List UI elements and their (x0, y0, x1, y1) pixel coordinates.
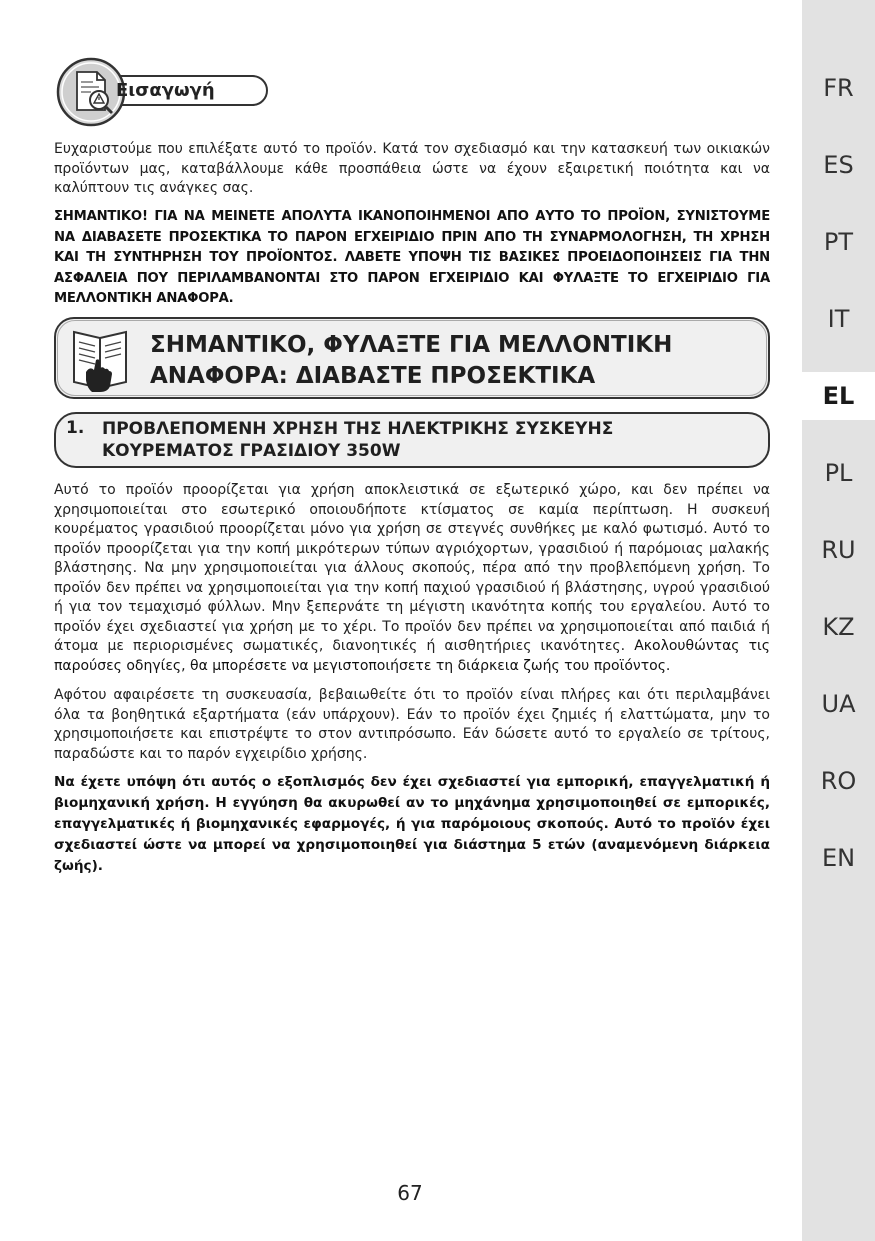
lang-tab-el[interactable]: EL (822, 382, 855, 410)
lang-tab-it[interactable]: IT (827, 305, 850, 333)
lang-tab-en[interactable]: EN (821, 844, 856, 872)
language-sidebar (802, 0, 875, 1241)
warning-title (150, 330, 672, 392)
lang-tab-ro[interactable]: RO (820, 767, 857, 795)
section-1-title-line-2: ΚΟΥΡΕΜΑΤΟΣ ΓΡΑΣΙΔΙΟΥ 350W (102, 441, 401, 461)
section-1-title (102, 418, 742, 462)
lang-tab-ru[interactable]: RU (821, 536, 856, 564)
section-1-paragraph-1 (54, 481, 770, 676)
lang-tab-es[interactable]: ES (823, 151, 854, 179)
lang-tab-kz[interactable]: KZ (822, 613, 855, 641)
lang-tab-ua[interactable]: UA (821, 690, 856, 718)
warning-title-line-1: ΣΗΜΑΝΤΙΚΟ, ΦΥΛΑΞΤΕ ΓΙΑ ΜΕΛΛΟΝΤΙΚΗ (150, 332, 673, 358)
section-1-paragraph-1-tail: Ακολουθώντας τις παρούσες οδηγίες, θα μπορέσετε να μεγιστοποιήσετε τη διάρκεια ζωής του προϊόντος. (54, 638, 770, 674)
page-number: 67 (397, 1181, 423, 1205)
intro-important-notice: ΣΗΜΑΝΤΙΚΟ! ΓΙΑ ΝΑ ΜΕΙΝΕΤΕ ΑΠΟΛΥΤΑ ΙΚΑΝΟΠΟΙΗΜΕΝΟΙ ΑΠΟ ΑΥΤΟ ΤΟ ΠΡΟΪΟΝ, ΣΥΝΙΣΤΟΥΜΕ ΝΑ ΔΙΑΒΑΣΕΤΕ ΠΡΟΣΕΚΤΙΚΑ ΤΟ ΠΑΡΟΝ ΕΓΧΕΙΡΙΔΙΟ ΠΡΙΝ ΑΠΟ ΤΗ ΣΥΝΑΡΜΟΛΟΓΗΣΗ, ΤΗ ΧΡΗΣΗ ΚΑΙ ΤΗ ΣΥΝΤΗΡΗΣΗ ΤΟΥ ΠΡΟΪΟΝΤΟΣ. ΛΑΒΕΤΕ ΥΠΟΨΗ ΤΙΣ ΒΑΣΙΚΕΣ ΠΡΟΕΙΔΟΠΟΙΗΣΕΙΣ ΓΙΑ ΤΗΝ ΑΣΦΑΛΕΙΑ ΠΟΥ ΠΕΡΙΛΑΜΒΑΝΟΝΤΑΙ ΣΤΟ ΠΑΡΟΝ ΕΓΧΕΙΡΙΔΙΟ ΚΑΙ ΦΥΛΑΞΤΕ ΤΟ ΕΓΧΕΙΡΙΔΙΟ ΓΙΑ ΜΕΛΛΟΝΤΙΚΗ ΑΝΑΦΟΡΑ. (54, 209, 770, 306)
section-1-number: 1. (66, 418, 85, 438)
warning-title-line-2: ΑΝΑΦΟΡΑ: ΔΙΑΒΑΣΤΕ ΠΡΟΣΕΚΤΙΚΑ (150, 363, 596, 389)
section-1-paragraph-3: Να έχετε υπόψη ότι αυτός ο εξοπλισμός δεν έχει σχεδιαστεί για εμπορική, επαγγελματική ή βιομηχανική χρήση. Η εγγύηση θα ακυρωθεί αν το μηχάνημα χρησιμοποιηθεί σε εμπορικές, επαγγελματικές ή βιομηχανικές εφαρμογές, ή για παρόμοιους σκοπούς. Αυτό το προϊόν έχει σχεδιαστεί ώστε να μπορεί να χρησιμοποιηθεί για διάστημα 5 ετών (αναμενόμενη διάρκεια ζωής). (54, 774, 770, 874)
read-manual-icon (68, 322, 140, 396)
lang-tab-fr[interactable]: FR (823, 74, 854, 102)
section-1-paragraph-1-body: Αυτό το προϊόν προορίζεται για χρήση αποκλειστικά σε εξωτερικό χώρο, και δεν πρέπει να χρησιμοποιείται στο εσωτερικό οποιουδήποτε κτίσματος σε καμία περίπτωση. Η συσκευή κουρέματος γρασιδιού προορίζεται μόνο για χρήση σε στεγνές συνθήκες με καλό φωτισμό. Αυτό το προϊόν προορίζεται για την κοπή μικρότερων τύπων αγριόχορτων, γρασιδιού ή παρόμοιας μαλακής βλάστησης. Να μην χρησιμοποιείται για άλλους σκοπούς, πέρα από την προβλεπόμενη χρήση. Το προϊόν δεν πρέπει να χρησιμοποιείται για την κοπή παχιού γρασιδιού ή βλάστησης, υγρού γρασιδιού ή για τον τεμαχισμό φύλλων. Μην ξεπερνάτε τη μέγιστη ικανότητα κοπής του εργαλείου. Αυτό το προϊόν έχει σχεδιαστεί για χρήση με το χέρι. Το προϊόν δεν πρέπει να χρησιμοποιείται από παιδιά ή άτομα με περιορισμένες σωματικές, διανοητικές ή αισθητήριες ικανότητες. (54, 482, 770, 654)
lang-tab-pl[interactable]: PL (824, 459, 853, 487)
section-1-title-line-1: ΠΡΟΒΛΕΠΟΜΕΝΗ ΧΡΗΣΗ ΤΗΣ ΗΛΕΚΤΡΙΚΗΣ ΣΥΣΚΕΥΗΣ (102, 419, 614, 439)
intro-title: Εισαγωγή (116, 80, 215, 101)
intro-paragraph: Ευχαριστούμε που επιλέξατε αυτό το προϊόν. Κατά τον σχεδιασμό και την κατασκευή των οικιακών προϊόντων μας, καταβάλλουμε κάθε προσπάθεια ώστε να έχουν εξαιρετική ποιότητα και να καλύπτουν τις ανάγκες σας. (54, 141, 770, 196)
lang-tab-pt[interactable]: PT (823, 228, 854, 256)
section-1-paragraph-2: Αφότου αφαιρέσετε τη συσκευασία, βεβαιωθείτε ότι το προϊόν είναι πλήρες και ότι περιλαμβάνει όλα τα βοηθητικά εξαρτήματα (εάν υπάρχουν). Εάν το προϊόν έχει ζημιές ή ελαττώματα, μην το χρησιμοποιήσετε και επιστρέψτε το στον αντιπρόσωπο. Εάν δώσετε αυτό το εργαλείο σε τρίτους, παραδώστε και το παρόν εγχειρίδιο χρήσης. (54, 687, 770, 762)
